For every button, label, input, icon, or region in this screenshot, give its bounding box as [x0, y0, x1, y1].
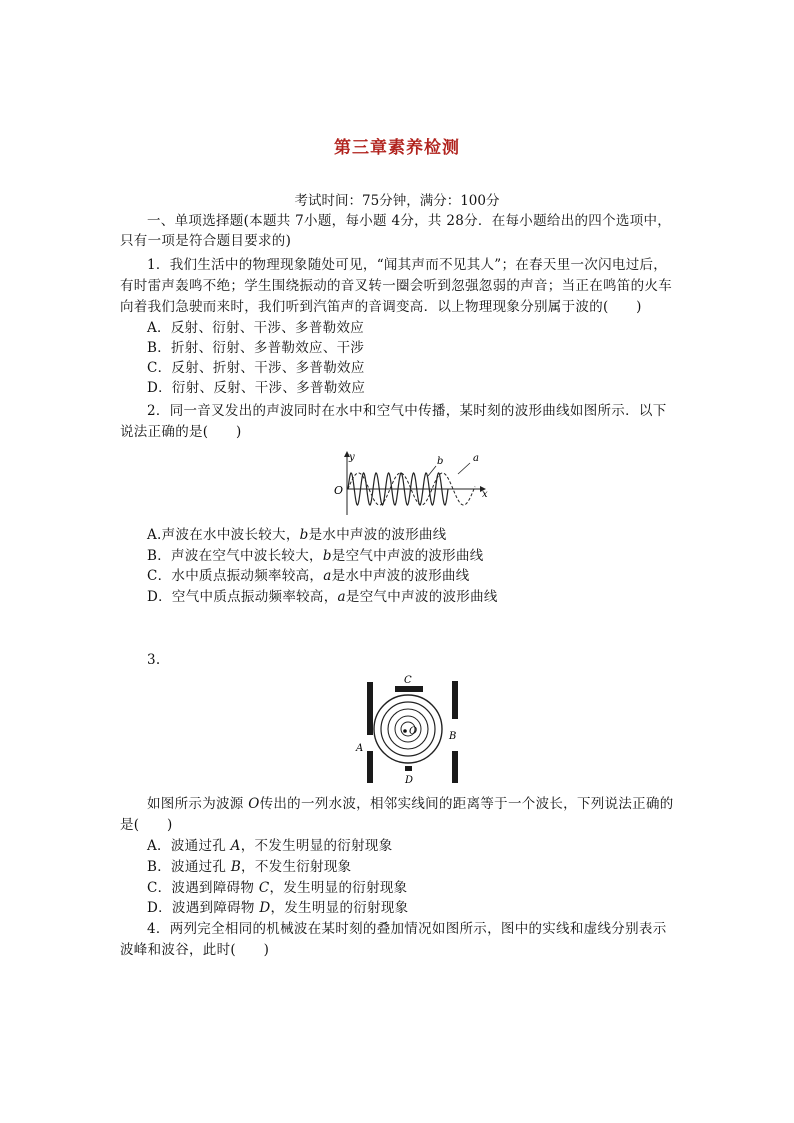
section-heading-line-2: 只有一项是符合题目要求的)	[120, 233, 292, 249]
x-axis-label: x	[482, 489, 488, 500]
q2-option-a: A.声波在水中波长较大，b是水中声波的波形曲线	[147, 527, 447, 543]
barrier-left-bottom	[367, 751, 373, 783]
q3-option-b: B．波通过孔 B，不发生衍射现象	[147, 859, 352, 875]
q1-stem-line-1: 1．我们生活中的物理现象随处可见，“闻其声而不见其人”；在春天里一次闪电过后，	[147, 257, 668, 273]
wave-b-label: b	[437, 456, 444, 467]
y-axis-label: y	[349, 452, 355, 463]
q2-option-b: B．声波在空气中波长较大，b是空气中声波的波形曲线	[147, 548, 484, 564]
ripple-ring-3	[388, 709, 428, 749]
q3-option-c: C．波遇到障碍物 C，发生明显的衍射现象	[147, 880, 408, 896]
q3-option-a: A．波通过孔 A，不发生明显的衍射现象	[147, 838, 393, 854]
label-a: A	[356, 743, 364, 754]
obstacle-c	[395, 686, 423, 692]
exam-info: 考试时间：75分钟，满分：100分	[294, 193, 500, 209]
q2-option-c: C．水中质点振动频率较高，a是水中声波的波形曲线	[147, 568, 470, 584]
barrier-left-top	[367, 682, 373, 735]
q3-stem-line-1: 如图所示为波源 O传出的一列水波，相邻实线间的距离等于一个波长，下列说法正确的	[147, 796, 674, 812]
page-title: 第三章素养检测	[334, 138, 460, 158]
leader-a	[458, 463, 470, 474]
q4-stem-line-2: 波峰和波谷，此时( )	[120, 942, 270, 958]
obstacle-d	[405, 766, 412, 771]
q1-option-b: B．折射、衍射、多普勒效应、干涉	[147, 340, 365, 356]
label-d: D	[405, 775, 414, 785]
origin-label: O	[334, 484, 344, 497]
wave-source	[403, 729, 407, 733]
q1-option-c: C．反射、折射、干涉、多普勒效应	[147, 360, 365, 376]
ripple-ring-1	[374, 695, 442, 763]
ripple-ring-2	[381, 702, 435, 756]
label-o: O	[409, 726, 418, 737]
q3-stem-line-2: 是( )	[120, 817, 173, 833]
section-heading-line-1: 一、单项选择题(本题共 7小题，每小题 4分，共 28分．在每小题给出的四个选项中，	[147, 213, 672, 229]
q3-ripple-figure	[352, 673, 468, 785]
label-c: C	[404, 675, 412, 686]
q1-stem-line-3: 向着我们急驶而来时，我们听到汽笛声的音调变高．以上物理现象分别属于波的( )	[120, 299, 642, 315]
leader-b	[428, 466, 436, 476]
q3-number: 3.	[147, 652, 161, 668]
barrier-right-top	[452, 681, 458, 719]
q2-option-d: D．空气中质点振动频率较高，a是空气中声波的波形曲线	[147, 589, 498, 605]
q1-option-a: A．反射、衍射、干涉、多普勒效应	[147, 320, 365, 336]
q1-stem-line-2: 有时雷声轰鸣不绝；学生围绕振动的音叉转一圈会听到忽强忽弱的声音；当正在鸣笛的火车	[120, 278, 672, 294]
barrier-right-bottom	[452, 751, 458, 783]
q2-waveform-figure	[330, 448, 490, 518]
q2-stem-line-1: 2．同一音叉发出的声波同时在水中和空气中传播，某时刻的波形曲线如图所示．以下	[147, 403, 667, 419]
q3-option-d: D．波遇到障碍物 D，发生明显的衍射现象	[147, 900, 409, 916]
q4-stem-line-1: 4．两列完全相同的机械波在某时刻的叠加情况如图所示，图中的实线和虚线分别表示	[147, 921, 667, 937]
q1-option-d: D．衍射、反射、干涉、多普勒效应	[147, 380, 366, 396]
label-b: B	[449, 731, 457, 742]
q2-stem-line-2: 说法正确的是( )	[120, 424, 242, 440]
wave-a-label: a	[473, 453, 479, 464]
